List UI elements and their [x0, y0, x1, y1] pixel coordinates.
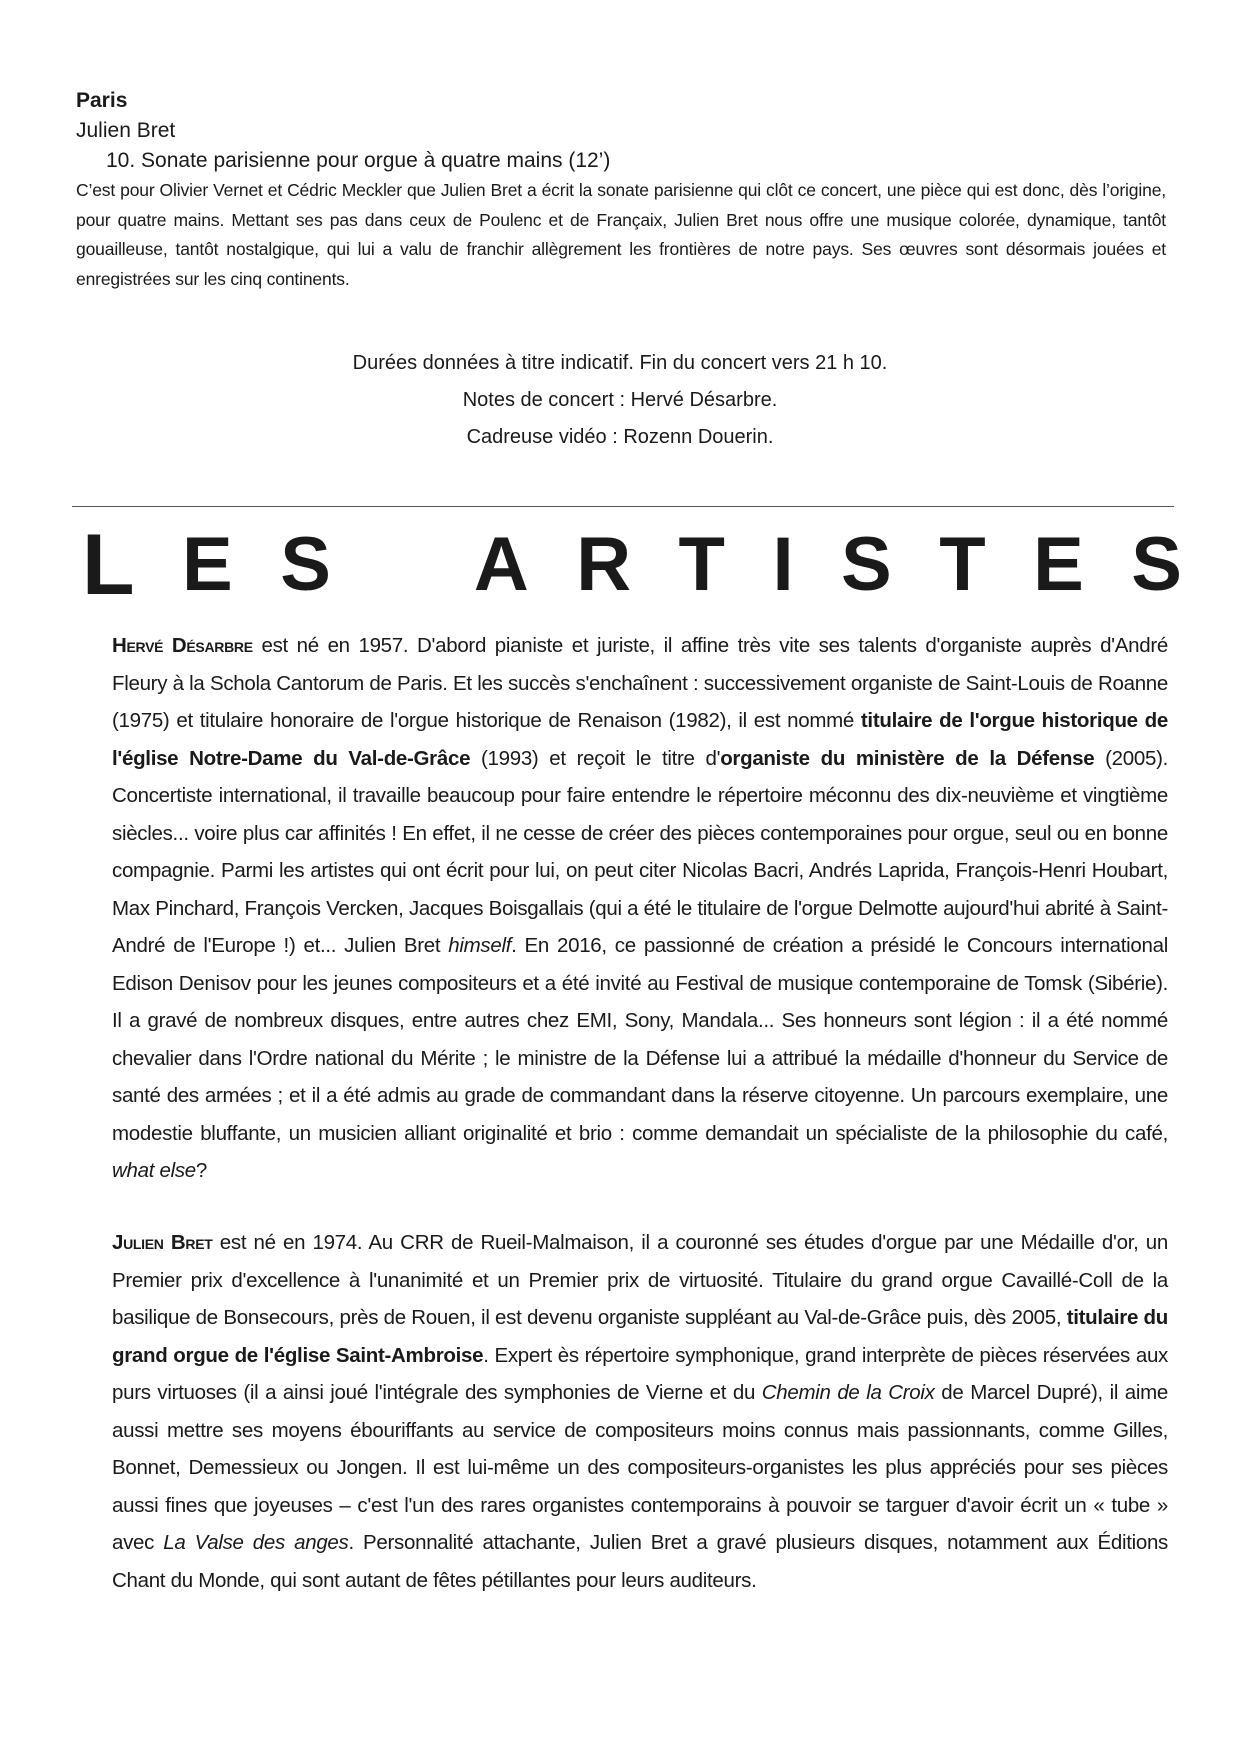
section-divider — [72, 506, 1174, 507]
program-composer: Julien Bret — [76, 119, 176, 142]
bio-name: Julien Bret — [112, 1231, 213, 1254]
program-section — [76, 86, 1166, 294]
heading-letter: E — [182, 522, 233, 607]
heading-letter: S — [280, 522, 331, 607]
heading-letter: T — [939, 522, 986, 607]
heading-letter: L — [82, 517, 135, 613]
bio-herve-desarbre: Hervé Désarbre est né en 1957. D'abord pianiste et juriste, il affine très vite ses talents d'organiste auprès d'André Fleury à la Schola Cantorum de Paris. Et les succès s'enchaînent : successivement organiste de Saint-Louis de Roanne (1975) et titulaire honoraire de l'orgue historique de Renaison (1982), il est nommé titulaire de l'orgue historique de l'église Notre-Dame du Val-de-Grâce (1993) et reçoit le titre d'organiste du ministère de la Défense (2005). Concertiste international, il travaille beaucoup pour faire entendre le répertoire méconnu des dix-neuvième et vingtième siècles... voire plus car affinités ! En effet, il ne cesse de créer des pièces contemporaines pour orgue, seul ou en bonne compagnie. Parmi les artistes qui ont écrit pour lui, on peut citer Nicolas Bacri, Andrés Laprida, François-Henri Houbart, Max Pinchard, François Vercken, Jacques Boisgallais (qui a été le titulaire de l'orgue Delmotte aujourd'hui abrité à Saint-André de l'Europe !) et... Julien Bret himself. En 2016, ce passionné de création a présidé le Concours international Edison Denisov pour les jeunes compositeurs et a été invité au Festival de musique contemporaine de Tomsk (Sibérie). Il a gravé de nombreux disques, entre autres chez EMI, Sony, Mandala... Ses honneurs sont légion : il a été nommé chevalier dans l'Ordre national du Mérite ; le ministre de la Défense lui a attribué la médaille d'honneur du Service de santé des armées ; et il a été admis au grade de commandant dans la réserve citoyenne. Un parcours exemplaire, une modestie bluffante, un musicien alliant originalité et brio : comme demandait un spécialiste de la philosophie du café, what else? — [112, 634, 1168, 1182]
heading-letter: R — [576, 522, 632, 607]
heading-letter: T — [678, 522, 725, 607]
heading-letter: I — [772, 522, 794, 607]
heading-letter: S — [841, 522, 892, 607]
heading-letter: S — [1131, 522, 1182, 607]
heading-letter: E — [1033, 522, 1084, 607]
credit-durations: Durées données à titre indicatif. Fin du concert vers 21 h 10. — [352, 352, 888, 374]
heading-letter: A — [473, 522, 529, 607]
credits — [0, 345, 1240, 456]
bio-julien-bret: Julien Bret est né en 1974. Au CRR de Rueil-Malmaison, il a couronné ses études d'orgue par une Médaille d'or, un Premier prix d'excellence à l'unanimité et un Premier prix de virtuosité. Titulaire du grand orgue Cavaillé-Coll de la basilique de Bonsecours, près de Rouen, il est devenu organiste suppléant au Val-de-Grâce puis, dès 2005, titulaire du grand orgue de l'église Saint-Ambroise. Expert ès répertoire symphonique, grand interprète de pièces réservées aux purs virtuoses (il a ainsi joué l'intégrale des symphonies de Vierne et du Chemin de la Croix de Marcel Dupré), il aime aussi mettre ses moyens ébouriffants au service de compositeurs moins connus mais passionnants, comme Gilles, Bonnet, Demessieux ou Jongen. Il est lui-même un des compositeurs-organistes les plus appréciés pour ses pièces aussi fines que joyeuses – c'est l'un des rares organistes contemporains à pouvoir se targuer d'avoir écrit un « tube » avec La Valse des anges. Personnalité attachante, Julien Bret a gravé plusieurs disques, notamment aux Éditions Chant du Monde, qui sont autant de fêtes pétillantes pour leurs auditeurs. — [112, 1231, 1169, 1592]
credit-video: Cadreuse vidéo : Rozenn Douerin. — [466, 426, 774, 448]
piece-number: 10. — [106, 149, 136, 172]
program-city: Paris — [76, 89, 128, 112]
program-piece — [76, 146, 1166, 176]
program-note: C’est pour Olivier Vernet et Cédric Meckler que Julien Bret a écrit la sonate parisienne qui clôt ce concert, une pièce qui est donc, dès l’origine, pour quatre mains. Mettant ses pas dans ceux de Poulenc et de Françaix, Julien Bret nous offre une musique colorée, dynamique, tantôt gouailleuse, tantôt nostalgique, qui lui a valu de franchir allègrement les frontières de notre pays. Ses œuvres sont désormais jouées et enregistrées sur les cinq continents. — [76, 180, 1166, 289]
bio-name: Hervé Désarbre — [112, 634, 253, 657]
piece-title: Sonate parisienne pour orgue à quatre mains (12’) — [141, 149, 611, 172]
heading-gap — [378, 520, 426, 610]
section-heading — [82, 517, 1182, 613]
credit-notes: Notes de concert : Hervé Désarbre. — [462, 389, 778, 411]
